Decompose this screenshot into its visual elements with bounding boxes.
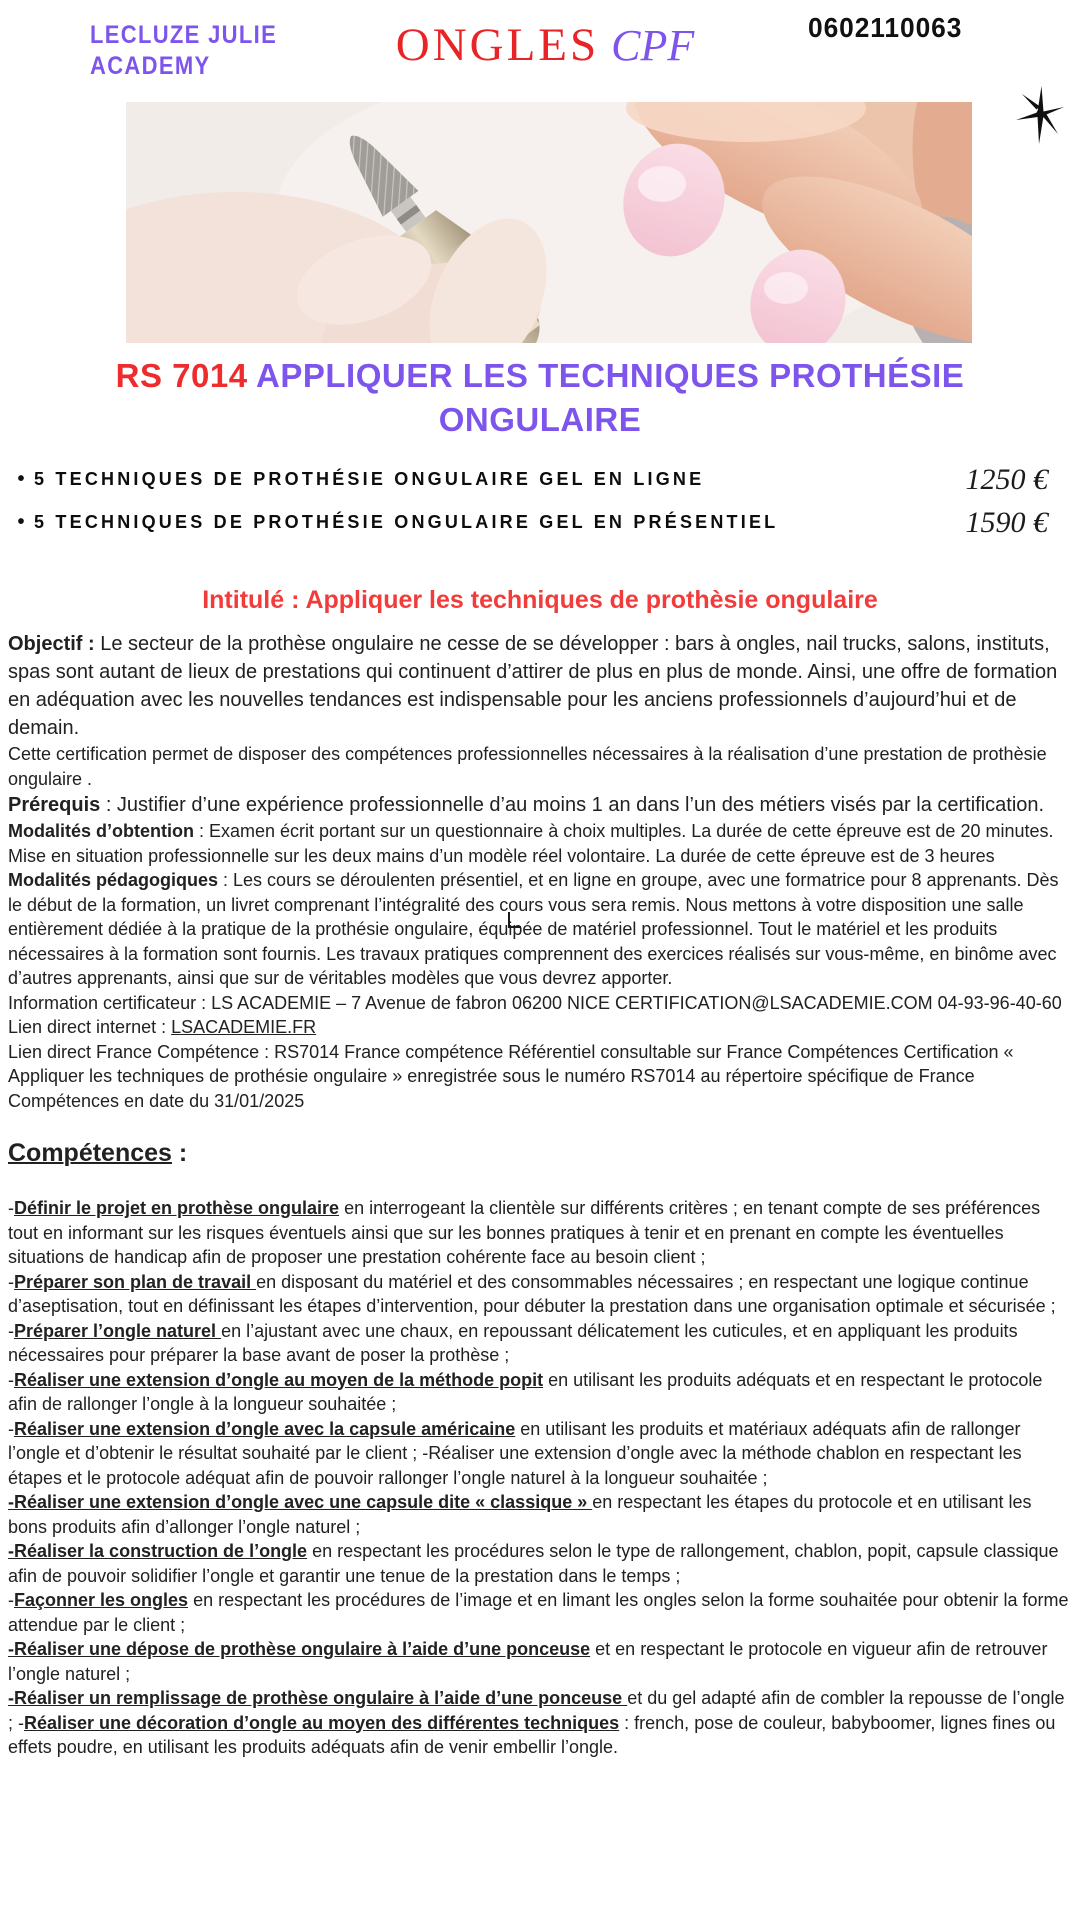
title-code: RS 7014: [115, 357, 257, 394]
text-segment: en respectant les étapes du protocole et en utilisant les bons produits afin d’allonger l’ongle naturel ;: [8, 1492, 1032, 1537]
text-segment: -: [8, 1198, 14, 1218]
logo: [330, 18, 760, 72]
text-segment: Le secteur de la prothèse ongulaire ne cesse de se développer : bars à ongles, nail trucks, salons, instituts, spas sont autant de lieux de prestations qui continuent d’attirer de plus en plus de monde. Ainsi, une offre de formation en adéquation avec les nouvelles tendances est indispensable pour les anciens professionnels d’aujourd’hui et de demain.: [8, 633, 1058, 739]
bullet-dot: •: [17, 468, 25, 490]
competence-item: [8, 1539, 1072, 1588]
description-paragraphs: [8, 630, 1072, 1113]
body-text: [8, 630, 1072, 1760]
text-segment: Réaliser une décoration d’ongle au moyen des différentes techniques: [24, 1712, 620, 1733]
competences-heading-colon: :: [171, 1139, 188, 1167]
offer-label: 5 TECHNIQUES DE PROTHÉSIE ONGULAIRE GEL EN LIGNE: [34, 469, 705, 489]
competence-item: [8, 1637, 1072, 1686]
text-segment: Prérequis: [8, 794, 101, 816]
offer-price: 1590 €: [965, 505, 1048, 539]
text-segment: Lien direct France Compétence : RS7014 France compétence Référentiel consultable sur France Compétences Certification « Appliquer les techniques de prothésie ongulaire » enregistrée sous le numéro RS7014 au répertoire spécifique de France Compétences en date du 31/01/2025: [8, 1041, 1014, 1111]
text-segment: en interrogeant la clientèle sur différents critères ; en tenant compte de ses préférences tout en informant sur les risques éventuels ainsi que sur les bonnes pratiques à tenir et en prenant en compte les éventuelles situations de handicap afin de proposer une prestation cohérente face au besoin client ;: [8, 1198, 1041, 1267]
text-segment: Réaliser une extension d’ongle avec la capsule américaine: [14, 1418, 516, 1439]
brand-line1: LECLUZE JULIE: [90, 21, 278, 49]
competence-item: [8, 1368, 1072, 1417]
text-segment: -: [8, 1320, 14, 1341]
text-segment: : Examen écrit portant sur un questionnaire à choix multiples. La durée de cette épreuve est de 20 minutes. Mise en situation professionnelle sur les deux mains d’un modèle réel volontaire. La durée de cette épreuve est de 3 heures: [8, 821, 1054, 866]
competences-heading: [8, 1139, 1072, 1168]
title-line1-rest: APPLIQUER LES TECHNIQUES PROTHÉSIE: [256, 357, 965, 394]
text-segment: et du gel adapté afin de combler la repousse de l’ongle ; -: [8, 1688, 1065, 1733]
intitule-line: Intitulé : Appliquer les techniques de prothèsie ongulaire: [202, 586, 878, 614]
competence-item: [8, 1686, 1072, 1760]
text-segment: -: [8, 1271, 14, 1292]
text-segment: en l’ajustant avec une chaux, en repoussant délicatement les cuticules, et en appliquant les produits nécessaires pour préparer la base avant de poser la prothèse ;: [8, 1320, 1018, 1365]
text-segment: -Réaliser la construction de l’ongle: [8, 1541, 308, 1561]
text-segment: Préparer son plan de travail: [14, 1271, 257, 1292]
competence-item: [8, 1196, 1072, 1270]
nail-care-illustration: [126, 102, 972, 343]
text-segment: -: [8, 1369, 14, 1390]
paragraph: [8, 991, 1072, 1016]
text-segment: et en respectant le protocole en vigueur afin de retrouver l’ongle naturel ;: [8, 1639, 1048, 1684]
text-segment: Information certificateur : LS ACADEMIE – 7 Avenue de fabron 06200 NICE CERTIFICATION@LSACADEMIE.COM 04-93-96-40-60: [8, 992, 1062, 1013]
sparkle-star-icon: [1016, 86, 1064, 144]
text-cursor-artifact: [508, 912, 521, 928]
text-segment: en respectant les procédures selon le type de rallongement, chablon, popit, capsule classique afin de pouvoir solidifier l’ongle et garantir une tenue de la prestation dans le temps ;: [8, 1541, 1059, 1586]
offer-price: 1250 €: [965, 462, 1048, 496]
nail-care-photo: [126, 102, 972, 343]
brand-line2: ACADEMY: [90, 52, 211, 80]
bullet-dot: •: [17, 511, 25, 533]
brand-name: [90, 20, 277, 82]
title-line2: ONGULAIRE: [438, 401, 642, 438]
text-segment: Réaliser une extension d’ongle au moyen de la méthode popit: [14, 1369, 544, 1390]
page-title: [0, 354, 1080, 442]
text-segment: -: [8, 1418, 14, 1439]
text-segment: Définir le projet en prothèse ongulaire: [14, 1198, 340, 1218]
paragraph: [8, 819, 1072, 868]
text-segment: -Réaliser une dépose de prothèse ongulaire à l’aide d’une ponceuse: [8, 1639, 591, 1659]
text-segment: en utilisant les produits et matériaux adéquats afin de rallonger l’ongle et d’obtenir le résultat souhaité par le client ; -Réaliser une extension d’ongle avec la méthode chablon en respectant les étapes et le protocole adéquat afin de pouvoir rallonger l’ongle naturel à la longueur souhaitée ;: [8, 1418, 1022, 1488]
phone-number: 0602110063: [808, 12, 963, 43]
text-segment: : french, pose de couleur, babyboomer, lignes fines ou effets poudre, en utilisant les produits adéquats afin de venir embellir l’ongle.: [8, 1712, 1056, 1757]
text-segment: -: [8, 1590, 14, 1610]
paragraph: [8, 742, 1072, 791]
offer-label: 5 TECHNIQUES DE PROTHÉSIE ONGULAIRE GEL EN PRÉSENTIEL: [34, 512, 779, 532]
competence-item: [8, 1588, 1072, 1637]
competences-list: [8, 1196, 1072, 1760]
text-segment: Façonner les ongles: [14, 1590, 189, 1610]
text-segment: Objectif :: [8, 633, 101, 655]
text-segment: en utilisant les produits adéquats et en respectant le protocole afin de rallonger l’ongle à la longueur souhaitée ;: [8, 1369, 1043, 1414]
text-segment: -Réaliser une extension d’ongle avec une capsule dite « classique »: [8, 1492, 593, 1512]
text-segment: Lien direct internet :: [8, 1017, 172, 1037]
competences-heading-text: Compétences: [8, 1139, 172, 1167]
logo-cpf-text: CPF: [611, 21, 695, 70]
title-line1: [0, 354, 1080, 398]
text-segment: : Les cours se déroulenten présentiel, et en ligne en groupe, avec une formatrice pour 8 apprenants. Dès le début de la formation, un livret comprenant l’intégralité des cours vous sera remis. Nous mettons à votre disposition une salle entièrement dédiée à la pratique de la prothésie ongulaire, équipée de matériel professionnel. Tout le matériel et les produits nécessaires à la formation sont fournis. Les travaux pratiques comprennent des exercices réalisés sur vous-même, en binôme avec d’autres apprenants, ainsi que sur de véritables modèles que vous devrez apporter.: [8, 870, 1059, 988]
competence-item: [8, 1270, 1072, 1319]
text-segment: en disposant du matériel et des consommables nécessaires ; en respectant une logique continue d’aseptisation, tout en définissant les étapes d’intervention, pour débuter la prestation dans une organisation optimale et sécurisée ;: [8, 1271, 1056, 1316]
text-segment: en respectant les procédures de l’image et en limant les ongles selon la forme souhaitée pour obtenir la forme attendue par le client ;: [8, 1590, 1069, 1635]
paragraph: [8, 1015, 1072, 1040]
paragraph: [8, 791, 1072, 819]
logo-ongles-text: ONGLES: [395, 19, 600, 71]
paragraph: [8, 868, 1072, 991]
competence-item: [8, 1490, 1072, 1539]
offer-row: [8, 501, 1048, 544]
text-segment: Modalités d’obtention: [8, 821, 194, 841]
paragraph: [8, 1040, 1072, 1114]
text-segment: Préparer l’ongle naturel: [14, 1320, 222, 1341]
text-segment: Cette certification permet de disposer des compétences professionnelles nécessaires à la réalisation d’une prestation de prothèsie ongulaire .: [8, 744, 1047, 789]
competence-item: [8, 1319, 1072, 1368]
text-segment: : Justifier d’une expérience professionnelle d’au moins 1 an dans l’un des métiers visés par la certification.: [100, 794, 1045, 816]
text-segment: -Réaliser un remplissage de prothèse ongulaire à l’aide d’une ponceuse: [8, 1688, 628, 1708]
competence-item: [8, 1417, 1072, 1491]
offers-list: [8, 458, 1048, 544]
paragraph: [8, 630, 1072, 742]
website-link[interactable]: LSACADEMIE.FR: [171, 1017, 317, 1037]
text-segment: Modalités pédagogiques: [8, 870, 219, 890]
offer-row: [8, 458, 1048, 501]
